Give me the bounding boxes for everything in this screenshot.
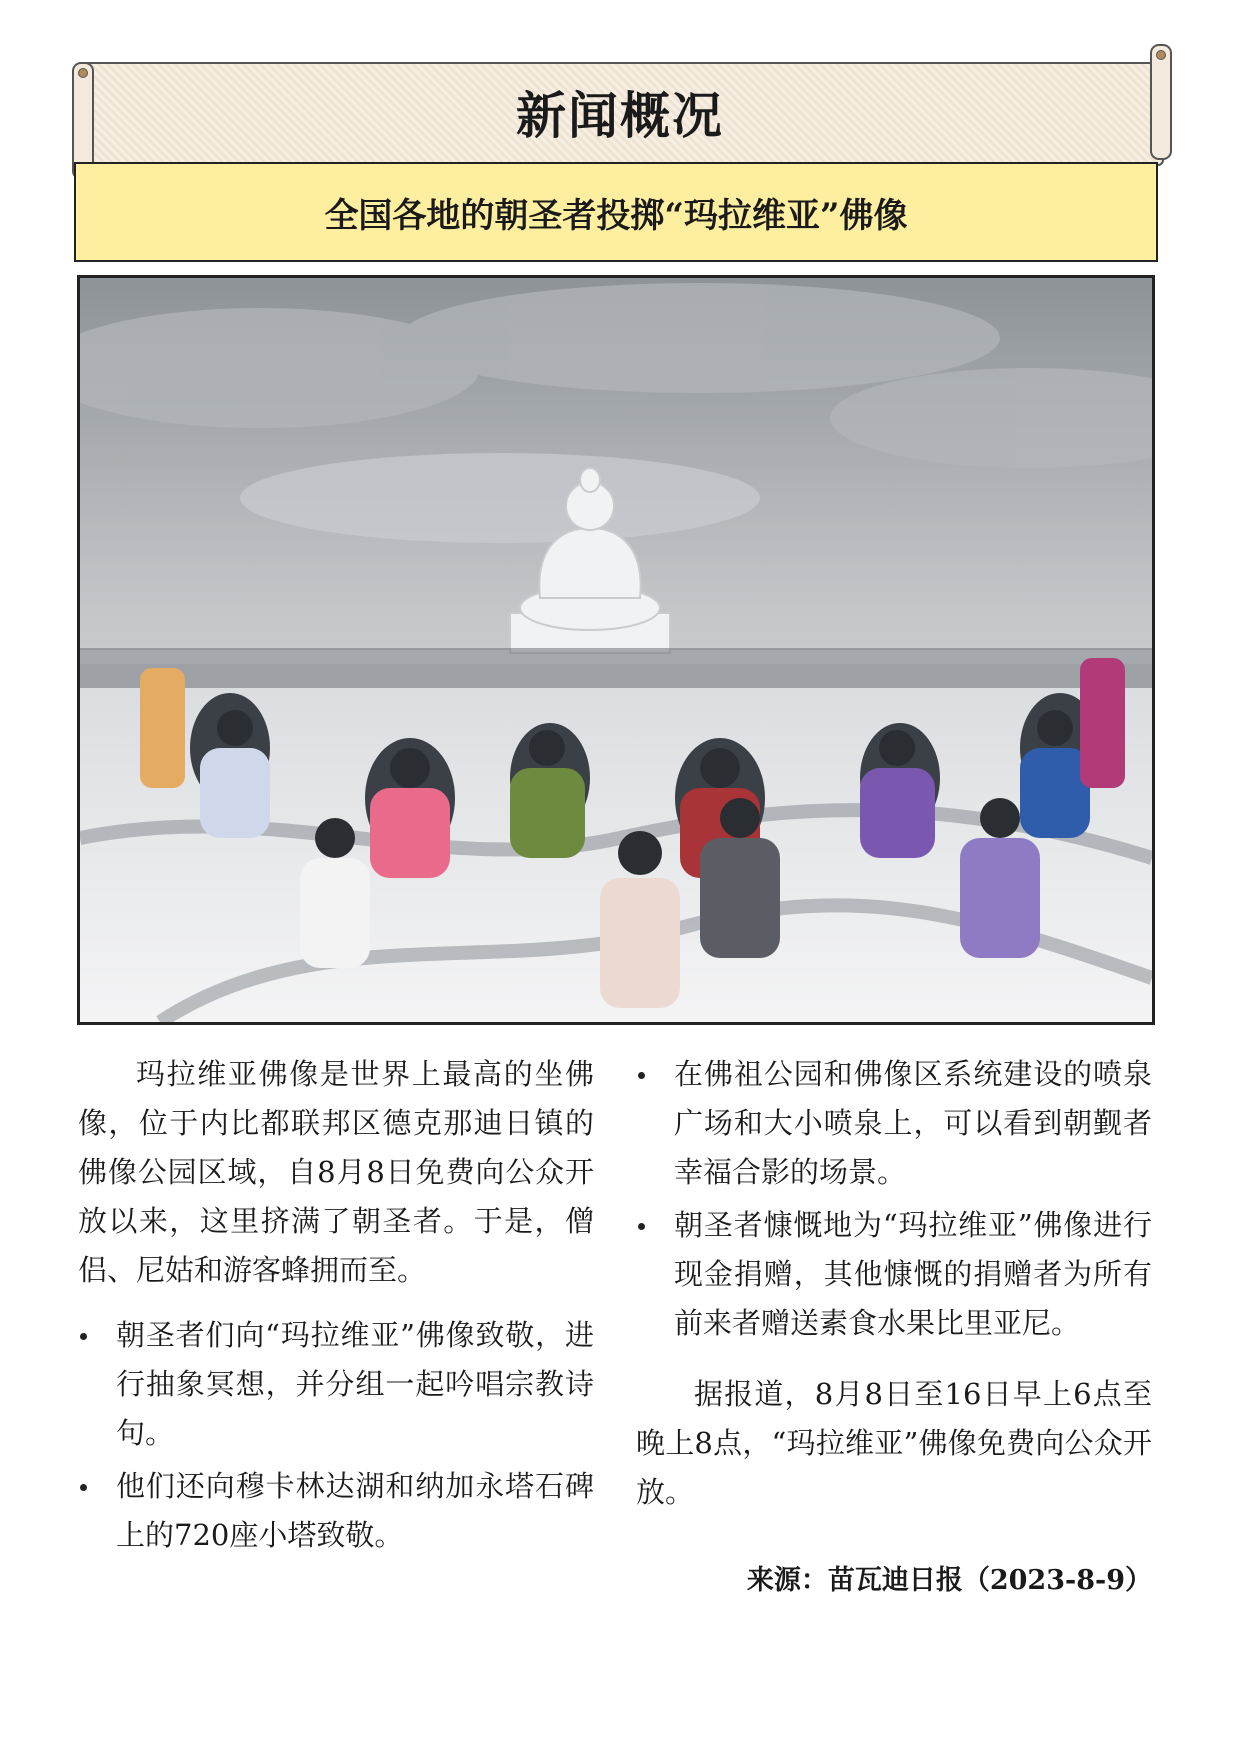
- photo-icon: [80, 278, 1152, 1022]
- headline: 全国各地的朝圣者投掷“玛拉维亚”佛像: [324, 195, 908, 236]
- article-column-left: [78, 1050, 594, 1564]
- article-column-right: [636, 1050, 1152, 1525]
- news-photo: [77, 275, 1155, 1025]
- list-item: [78, 1311, 594, 1458]
- bullet-text: 他们还向穆卡林达湖和纳加永塔石碑上的720座小塔致敬。: [116, 1469, 594, 1552]
- headline-bar: [74, 162, 1158, 262]
- bullet-icon: [638, 1223, 645, 1230]
- bullet-icon: [80, 1484, 87, 1491]
- bullet-list-right: [636, 1050, 1152, 1348]
- crowd-back: [80, 648, 1152, 688]
- list-item: [78, 1462, 594, 1560]
- closing-paragraph: 据报道，8月8日至16日早上6点至晚上8点，“玛拉维亚”佛像免费向公众开放。: [636, 1377, 1152, 1509]
- scroll-curl-dot: [1156, 50, 1166, 60]
- bullet-text: 朝圣者慷慨地为“玛拉维亚”佛像进行现金捐赠，其他慷慨的捐赠者为所有前来者赠送素食水果比里亚尼。: [674, 1208, 1152, 1340]
- bullet-text: 朝圣者们向“玛拉维亚”佛像致敬，进行抽象冥想，并分组一起吟唱宗教诗句。: [116, 1318, 594, 1450]
- list-item: [636, 1201, 1152, 1348]
- intro-paragraph: 玛拉维亚佛像是世界上最高的坐佛像，位于内比都联邦区德克那迪日镇的佛像公园区域，自8月8日免费向公众开放以来，这里挤满了朝圣者。于是，僧侣、尼姑和游客蜂拥而至。: [78, 1057, 594, 1287]
- bullet-icon: [638, 1072, 645, 1079]
- list-item: [636, 1050, 1152, 1197]
- source-citation: 来源：苗瓦迪日报（2023-8-9）: [746, 1565, 1152, 1596]
- bullet-text: 在佛祖公园和佛像区系统建设的喷泉广场和大小喷泉上，可以看到朝觐者幸福合影的场景。: [674, 1057, 1152, 1189]
- bullet-list-left: [78, 1311, 594, 1560]
- bullet-icon: [80, 1333, 87, 1340]
- page-title: 新闻概况: [516, 86, 724, 145]
